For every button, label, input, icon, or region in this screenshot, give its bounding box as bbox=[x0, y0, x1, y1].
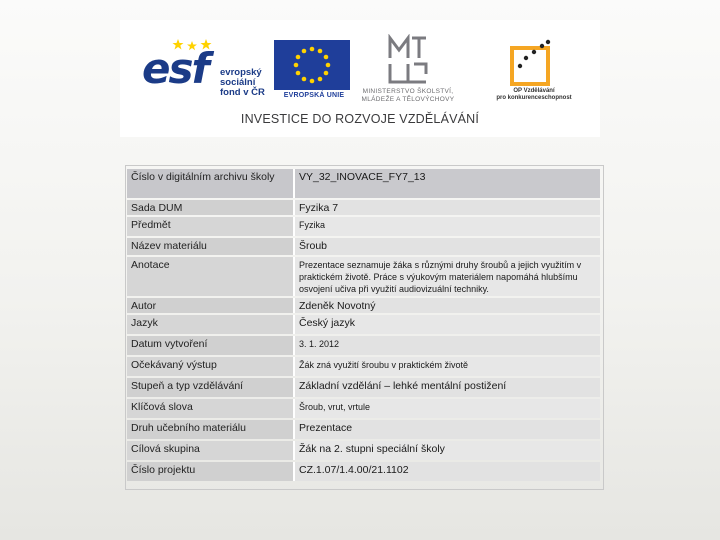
msmt-caption-line1: MINISTERSTVO ŠKOLSTVÍ, bbox=[362, 88, 454, 95]
row-value: CZ.1.07/1.4.00/21.1102 bbox=[295, 462, 600, 481]
msmt-caption-line2: MLÁDEŽE A TĚLOVÝCHOVY bbox=[361, 96, 455, 103]
table-row bbox=[127, 298, 600, 313]
table-row bbox=[127, 217, 600, 236]
row-value: Fyzika 7 bbox=[295, 200, 600, 215]
row-key: Datum vytvoření bbox=[127, 336, 295, 355]
row-value: Žák na 2. stupni speciální školy bbox=[295, 441, 600, 460]
project-banner bbox=[120, 20, 600, 137]
banner-tagline: INVESTICE DO ROZVOJE VZDĚLÁVÁNÍ bbox=[240, 112, 480, 126]
esf-logo bbox=[142, 40, 264, 98]
esf-caption-line3: fond v ČR bbox=[220, 87, 265, 98]
row-key: Očekávaný výstup bbox=[127, 357, 295, 376]
row-value: Základní vzdělání – lehké mentální postižení bbox=[295, 378, 600, 397]
row-value: VY_32_INOVACE_FY7_13 bbox=[295, 169, 600, 198]
table-row bbox=[127, 357, 600, 376]
msmt-logo-icon bbox=[386, 34, 430, 86]
row-key: Předmět bbox=[127, 217, 295, 236]
op-caption-line2: pro konkurenceschopnost bbox=[496, 95, 572, 101]
msmt-caption bbox=[352, 88, 464, 104]
eu-flag-icon bbox=[274, 40, 350, 90]
esf-wordmark: esf bbox=[142, 44, 208, 93]
row-key: Sada DUM bbox=[127, 200, 295, 215]
op-logo-icon bbox=[506, 38, 556, 88]
table-row bbox=[127, 257, 600, 296]
row-value: Fyzika bbox=[295, 217, 600, 236]
row-key: Jazyk bbox=[127, 315, 295, 334]
table-row bbox=[127, 399, 600, 418]
op-caption-line1: OP Vzdělávání bbox=[513, 88, 555, 94]
row-key: Cílová skupina bbox=[127, 441, 295, 460]
eu-caption: EVROPSKÁ UNIE bbox=[283, 92, 345, 99]
row-value: Šroub bbox=[295, 238, 600, 255]
row-value: Prezentace seznamuje žáka s různými druhy šroubů a jejich využitím v praktickém životě. Práce s výukovým materiálem napomáhá hlubšímu osvojení učiva při využití audiovizuální techniky. bbox=[295, 257, 600, 296]
table-row bbox=[127, 238, 600, 255]
table-row bbox=[127, 169, 600, 198]
table-row bbox=[127, 462, 600, 481]
row-key: Číslo v digitálním archivu školy bbox=[127, 169, 295, 198]
row-key: Autor bbox=[127, 298, 295, 313]
row-key: Klíčová slova bbox=[127, 399, 295, 418]
table-row bbox=[127, 441, 600, 460]
row-value: Zdeněk Novotný bbox=[295, 298, 600, 313]
row-key: Anotace bbox=[127, 257, 295, 296]
table-row bbox=[127, 200, 600, 215]
row-key: Druh učebního materiálu bbox=[127, 420, 295, 439]
row-value: Šroub, vrut, vrtule bbox=[295, 399, 600, 418]
table-row bbox=[127, 336, 600, 355]
table-row bbox=[127, 315, 600, 334]
row-value: Žák zná využití šroubu v praktickém životě bbox=[295, 357, 600, 376]
row-value: 3. 1. 2012 bbox=[295, 336, 600, 355]
row-value: Prezentace bbox=[295, 420, 600, 439]
row-key: Číslo projektu bbox=[127, 462, 295, 481]
esf-caption-line1: evropský bbox=[220, 67, 262, 78]
op-caption bbox=[486, 88, 582, 102]
row-value: Český jazyk bbox=[295, 315, 600, 334]
metadata-table bbox=[127, 167, 600, 483]
logo-row bbox=[120, 20, 600, 110]
row-key: Stupeň a typ vzdělávání bbox=[127, 378, 295, 397]
row-key: Název materiálu bbox=[127, 238, 295, 255]
esf-caption-line2: sociální bbox=[220, 77, 256, 88]
table-row bbox=[127, 378, 600, 397]
table-row bbox=[127, 420, 600, 439]
